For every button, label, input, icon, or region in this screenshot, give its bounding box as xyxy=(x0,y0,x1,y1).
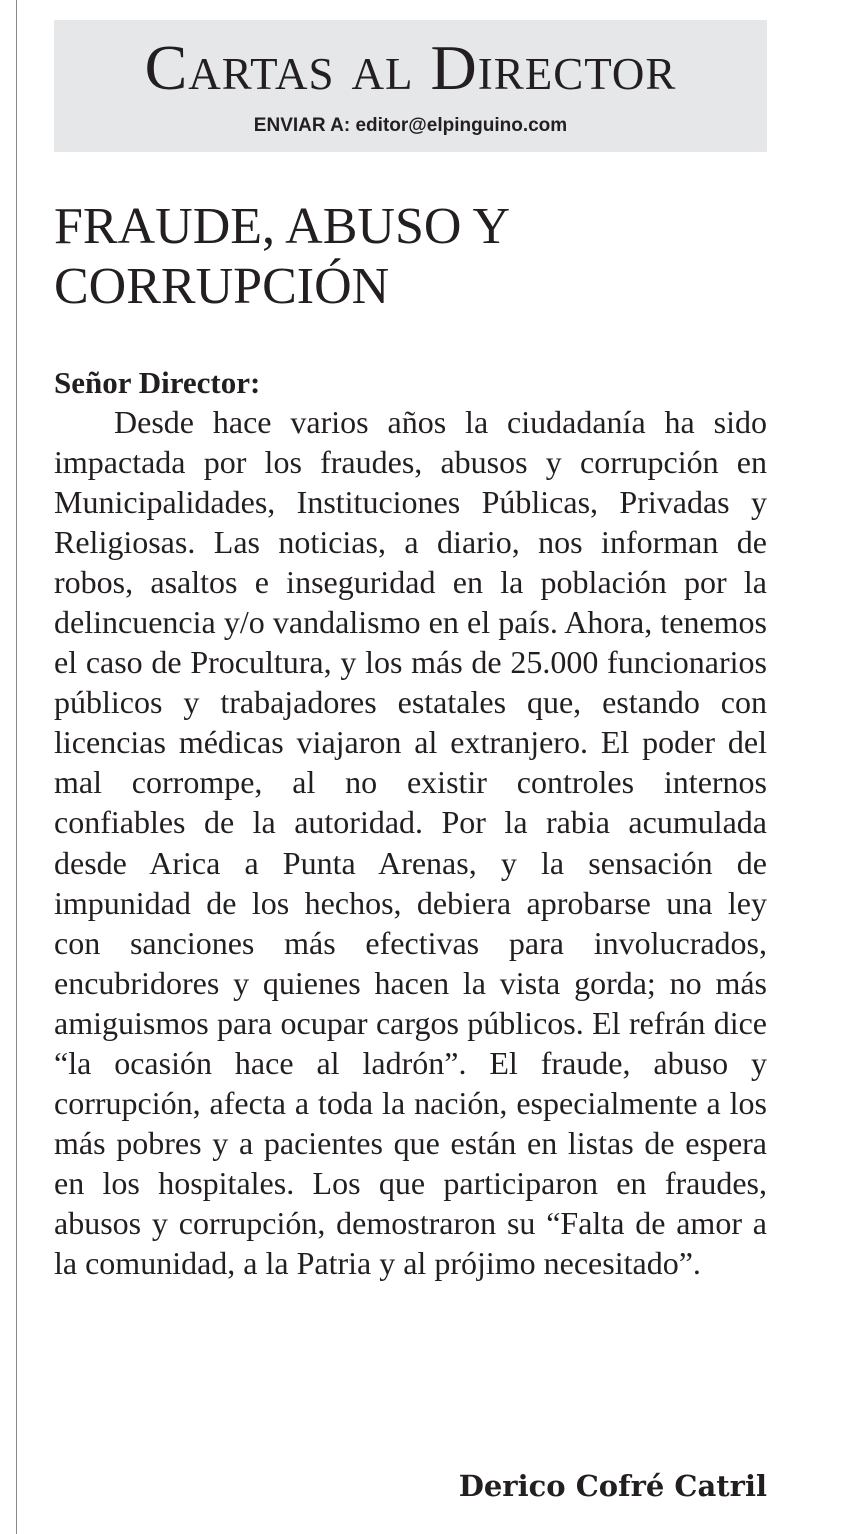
section-title: Cartas al Director xyxy=(144,32,677,103)
letter-body: Desde hace varios años la ciudadanía ha sido impactada por los fraudes, abusos y corrupción en Municipalidades, Instituciones Públicas, Privadas y Religiosas. Las noticias, a diario, nos informan de robos, asaltos e inseguridad en la población por la delincuencia y/o vandalismo en el país. Ahora, tenemos el caso de Procultura, y los más de 25.000 funcionarios públicos y trabajadores estatales que, estando con licencias médicas viajaron al extranjero. El poder del mal corrompe, al no existir controles internos confiables de la autoridad. Por la rabia acumulada desde Arica a Punta Arenas, y la sensación de impunidad de los hechos, debiera aprobarse una ley con sanciones más efectivas para involucrados, encubridores y quienes hacen la vista gorda; no más amiguismos para ocupar cargos públicos. El refrán dice “la ocasión hace al ladrón”. El fraude, abuso y corrupción, afecta a toda la nación, especialmente a los más pobres y a pacientes que están en listas de espera en los hospitales. Los que participaron en fraudes, abusos y corrupción, demostraron su “Falta de amor a la comunidad, a la Patria y al prójimo necesitado”. xyxy=(54,404,767,1281)
section-header xyxy=(54,20,767,152)
column-rule xyxy=(16,0,17,1534)
letter-title: FRAUDE, ABUSO Y CORRUPCIÓN xyxy=(54,198,509,315)
salutation: Señor Director: xyxy=(54,365,261,400)
signature: Derico Cofré Catril xyxy=(458,1469,767,1503)
send-to-email: ENVIAR A: editor@elpinguino.com xyxy=(253,115,568,136)
